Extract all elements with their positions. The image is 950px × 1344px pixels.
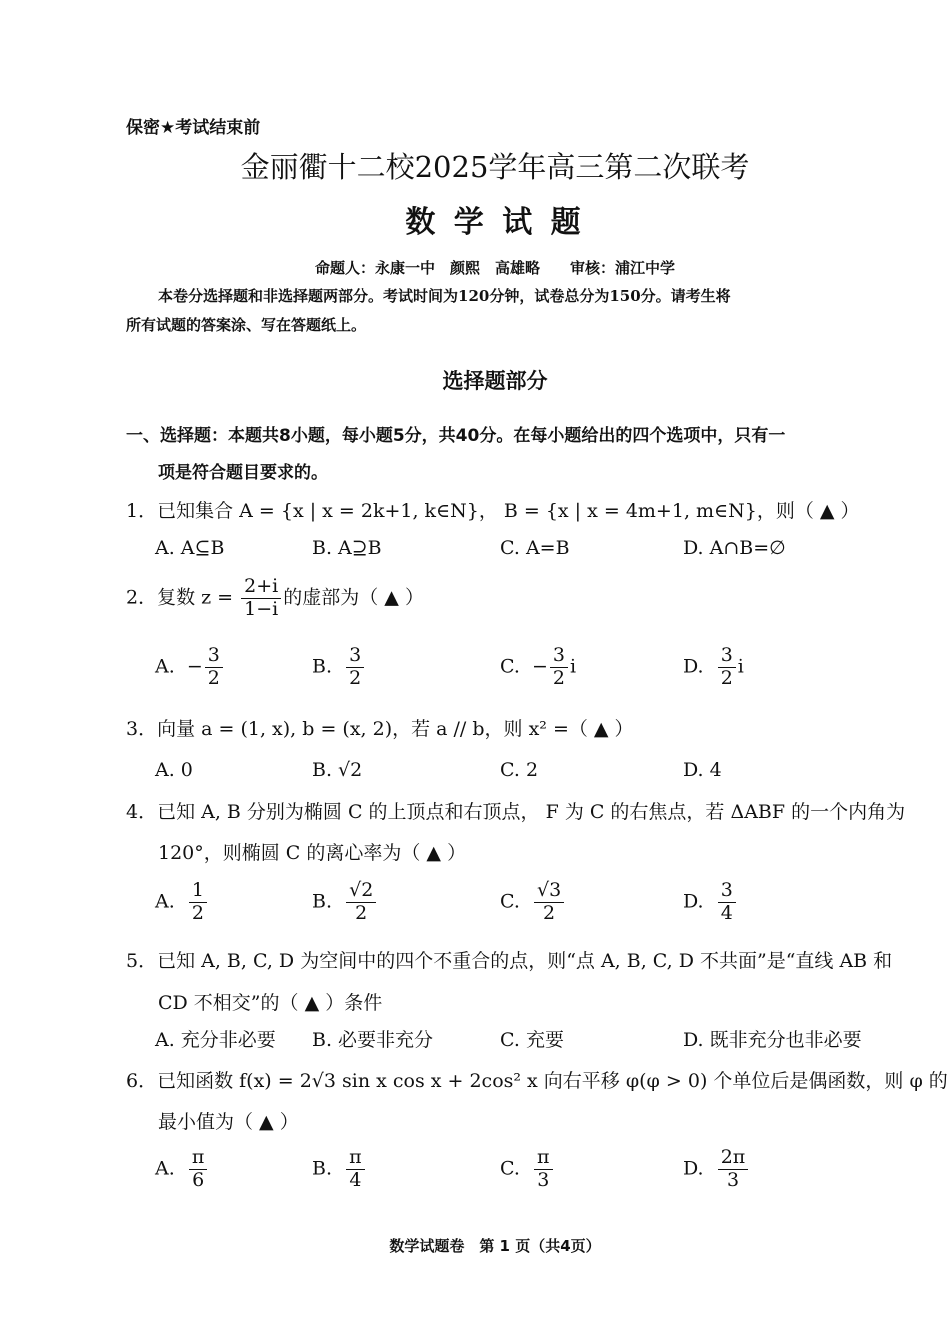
q1-option-b: B. A⊇B [312, 537, 382, 559]
page-footer: 数学试题卷 第 1 页（共4页） [389, 1237, 601, 1255]
intro-line-2: 所有试题的答案涂、写在答题纸上。 [126, 316, 367, 334]
q5-option-c: C. 充要 [500, 1029, 564, 1051]
question-number: 2． [126, 586, 158, 609]
question-number: 3． [126, 718, 158, 740]
question-text: 向量 a = (1, x), b = (x, 2)，若 a // b，则 x² =（ ▲ ） [157, 718, 634, 740]
q6-option-c: C. $\frac{\pi}{3}$ [500, 1147, 555, 1192]
question-5-line-2: CD 不相交”的（ ▲ ）条件 [158, 992, 383, 1014]
question-3 [126, 714, 634, 741]
q4-option-d: D. $\frac{3}{4}$ [683, 880, 738, 925]
question-number: 6． [126, 1070, 158, 1092]
q2-option-d: D. $\frac{3}{2}$ i [683, 644, 744, 689]
question-4-line-1 [126, 797, 905, 824]
authors-line: 命题人：永康一中 颜熙 高雄略 审核：浦江中学 [314, 259, 675, 277]
question-text-suffix: 的虚部为（ ▲ ） [283, 586, 424, 609]
question-2 [126, 576, 424, 621]
q6-option-a: A. $\frac{\pi}{6}$ [155, 1147, 209, 1192]
question-number: 1． [126, 500, 158, 522]
q4-option-a: A. $\frac{1}{2}$ [155, 880, 209, 925]
question-text: 已知 A, B, C, D 为空间中的四个不重合的点，则“点 A, B, C, D 不共面”是“直线 AB 和 [157, 950, 893, 972]
q5-option-a: A. 充分非必要 [155, 1029, 276, 1051]
question-6-line-2: 最小值为（ ▲ ） [158, 1111, 299, 1133]
q1-option-a: A. A⊆B [155, 537, 225, 559]
q2-option-c: C. − $\frac{3}{2}$ i [500, 644, 577, 689]
q5-option-d: D. 既非充分也非必要 [683, 1029, 862, 1051]
question-text-prefix: 复数 z = [157, 586, 234, 609]
confidential-label: 保密★考试结束前 [126, 118, 261, 138]
q4-option-c: C. $\frac{√3}{2}$ [500, 880, 566, 925]
q5-option-b: B. 必要非充分 [312, 1029, 434, 1051]
q3-option-a: A. 0 [155, 759, 193, 781]
section-heading-line-1: 一、选择题：本题共8小题，每小题5分，共40分。在每小题给出的四个选项中，只有一 [126, 426, 786, 446]
q6-option-b: B. $\frac{\pi}{4}$ [312, 1147, 367, 1192]
question-1 [126, 496, 860, 523]
question-text: 已知函数 f(x) = 2√3 sin x cos x + 2cos² x 向右平移 φ(φ > 0) 个单位后是偶函数，则 φ 的 [157, 1070, 948, 1092]
fraction: $\frac{2+i}{1-i}$ [241, 576, 281, 621]
q3-option-b: B. √2 [312, 759, 363, 781]
section-title: 选择题部分 [442, 369, 548, 393]
subject-title: 数 学 试 题 [405, 205, 585, 240]
question-5-line-1 [126, 946, 892, 973]
question-number: 4． [126, 801, 158, 823]
intro-line-1: 本卷分选择题和非选择题两部分。考试时间为120分钟，试卷总分为150分。请考生将 [158, 287, 731, 305]
question-text: 已知 A, B 分别为椭圆 C 的上顶点和右顶点， F 为 C 的右焦点，若 ΔABF 的一个内角为 [157, 801, 906, 823]
section-heading-line-2: 项是符合题目要求的。 [158, 463, 328, 483]
exam-title: 金丽衢十二校2025学年高三第二次联考 [240, 150, 750, 184]
q1-option-c: C. A=B [500, 537, 570, 559]
q3-option-d: D. 4 [683, 759, 722, 781]
question-text: 已知集合 A = {x | x = 2k+1, k∈N}， B = {x | x = 4m+1, m∈N}，则（ ▲ ） [157, 500, 860, 522]
question-6-line-1 [126, 1066, 948, 1093]
question-number: 5． [126, 950, 158, 972]
q2-option-a: A. − $\frac{3}{2}$ [155, 645, 225, 690]
question-4-line-2: 120°，则椭圆 C 的离心率为（ ▲ ） [158, 842, 467, 864]
q3-option-c: C. 2 [500, 759, 539, 781]
q6-option-d: D. $\frac{2\pi}{3}$ [683, 1147, 750, 1192]
q4-option-b: B. $\frac{√2}{2}$ [312, 880, 378, 925]
q2-option-b: B. $\frac{3}{2}$ [312, 645, 366, 690]
q1-option-d: D. A∩B=∅ [683, 537, 786, 559]
